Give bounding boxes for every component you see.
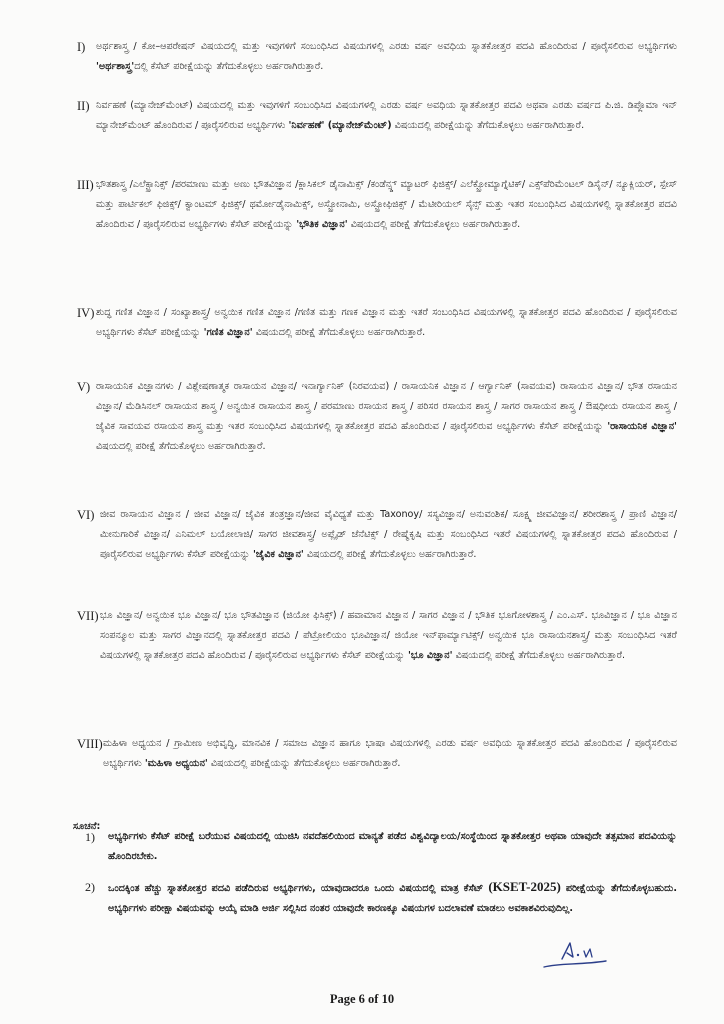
eligibility-item-6 — [77, 505, 677, 565]
item-text: ರಾಸಾಯನಿಕ ವಿಜ್ಞಾನಗಳು / ವಿಶ್ಲೇಷಣಾತ್ಮಕ ರಾಸಾಯನ ವಿಜ್ಞಾನ/ ಇನಾರ್ಗ್ಯಾನಿಕ್ (ನಿರವಯವ) / ರಾಸಾಯನಿಕ ವಿಜ್ಞಾನ / ಆರ್ಗ್ಯಾನಿಕ್ (ಸಾವಯವ) ರಾಸಾಯನ ವಿಜ್ಞಾನ/ ಭೌತ ರಸಾಯನ ವಿಜ್ಞಾನ/ ಮೆಡಿಸಿನಲ್ ರಾಸಾಯನ ಶಾಸ್ತ್ರ / ಅನ್ವಯಿಕ ರಾಸಾಯನ ಶಾಸ್ತ್ರ / ಪರಮಾಣು ರಸಾಯನ ಶಾಸ್ತ್ರ / ಪರಿಸರ ರಸಾಯನ ಶಾಸ್ತ್ರ / ಸಾಗರ ರಾಸಾಯನ ಶಾಸ್ತ್ರ / ಔಷಧೀಯ ರಸಾಯನ ಶಾಸ್ತ್ರ / ಜೈವಿಕ ಸಾವಯವ ರಸಾಯನ ಶಾಸ್ತ್ರ ಮತ್ತು ಇತರ ಸಂಬಂಧಿಸಿದ ವಿಷಯಗಳಲ್ಲಿ ಸ್ನಾತಕೋತ್ತರ ಪದವಿ ಹೊಂದಿರುವ / ಪೂರೈಸಲಿರುವ ಅಭ್ಯರ್ಥಿಗಳು ಕೆಸೆಟ್ ಪರೀಕ್ಷೆಯನ್ನು 'ರಾಸಾಯನಿಕ ವಿಜ್ಞಾನ' ವಿಷಯದಲ್ಲಿ ಪರೀಕ್ಷೆ ತೆಗೆದುಕೊಳ್ಳಲು ಅರ್ಹರಾಗಿರುತ್ತಾರೆ. — [96, 381, 677, 452]
subject-name: 'ಭೌತಿಕ ವಿಜ್ಞಾನ' — [296, 219, 348, 230]
item-numeral: IV) — [77, 306, 95, 320]
item-text: ಜೀವ ರಾಸಾಯನ ವಿಜ್ಞಾನ / ಜೀವ ವಿಜ್ಞಾನ/ ಜೈವಿಕ ತಂತ್ರಜ್ಞಾನ/ಜೀವ ವೈವಿಧ್ಯತೆ ಮತ್ತು Taxonoy/ ಸಸ್ಯವಿಜ್ಞಾನ/ ಅನುವಂಶಿಕ/ ಸೂಕ್ಷ್ಮ ಜೀವವಿಜ್ಞಾನ/ ಶರೀರಶಾಸ್ತ್ರ / ಪ್ರಾಣಿ ವಿಜ್ಞಾನ/ ಮೀನುಗಾರಿಕೆ ವಿಜ್ಞಾನ/ ಎನಿಮಲ್ ಬಯೋಲಾಜಿ/ ಸಾಗರ ಜೀವಶಾಸ್ತ್ರ/ ಅಪ್ಲೈಡ್ ಜೆನೆಟಿಕ್ಸ್ / ರೇಷ್ಮೆಕೃಷಿ ಮತ್ತು ಸಂಬಂಧಿಸಿದ ಇತರೆ ವಿಷಯಗಳಲ್ಲಿ ಸ್ನಾತಕೋತ್ತರ ಪದವಿ ಹೊಂದಿರುವ / ಪೂರೈಸಲಿರುವ ಅಭ್ಯರ್ಥಿಗಳು ಕೆಸೆಟ್ ಪರೀಕ್ಷೆಯನ್ನು 'ಜೈವಿಕ ವಿಜ್ಞಾನ' ವಿಷಯದಲ್ಲಿ ಪರೀಕ್ಷೆ ತೆಗೆದುಕೊಳ್ಳಲು ಅರ್ಹರಾಗಿರುತ್ತಾರೆ. — [100, 509, 677, 560]
subject-name: 'ಜೈವಿಕ ವಿಜ್ಞಾನ' — [253, 549, 304, 560]
eligibility-item-8 — [77, 734, 677, 774]
eligibility-item-7 — [77, 606, 677, 666]
item-text: ಭೂ ವಿಜ್ಞಾನ/ ಅನ್ವಯಿಕ ಭೂ ವಿಜ್ಞಾನ/ ಭೂ ಭೌತವಿಜ್ಞಾನ (ಜಿಯೋ ಫಿಸಿಕ್ಸ್) / ಹವಾಮಾನ ವಿಜ್ಞಾನ / ಸಾಗರ ವಿಜ್ಞಾನ / ಭೌತಿಕ ಭೂಗೋಳಶಾಸ್ತ್ರ / ಎಂ.ಎಸ್. ಭೂವಿಜ್ಞಾನ / ಭೂ ವಿಜ್ಞಾನ ಸಂಪನ್ಮೂಲ ಮತ್ತು ಸಾಗರ ವಿಜ್ಞಾನದಲ್ಲಿ ಸ್ನಾತಕೋತ್ತರ ಪದವಿ / ಪೆಟ್ರೋಲಿಯಂ ಭೂವಿಜ್ಞಾನ/ ಜಿಯೋ ಇನ್‌ಫಾರ್ಮ್ಯಾಟಿಕ್ಸ್/ ಅನ್ವಯಿಕ ಭೂ ರಾಸಾಯನಶಾಸ್ತ್ರ/ ಮತ್ತು ಸಂಬಂಧಿಸಿದ ಇತರೆ ವಿಷಯಗಳಲ್ಲಿ ಸ್ನಾತಕೋತ್ತರ ಪದವಿ ಹೊಂದಿರುವ / ಪೂರೈಸಲಿರುವ ಅಭ್ಯರ್ಥಿಗಳು ಕೆಸೆಟ್ ಪರೀಕ್ಷೆಯನ್ನು 'ಭೂ ವಿಜ್ಞಾನ' ವಿಷಯದಲ್ಲಿ ಪರೀಕ್ಷೆ ತೆಗೆದುಕೊಳ್ಳಲು ಅರ್ಹರಾಗಿರುತ್ತಾರೆ. — [100, 610, 677, 661]
subject-name: 'ನಿರ್ವಹಣೆ' (ಮ್ಯಾನೇಜ್‌ಮೆಂಟ್) — [288, 120, 392, 131]
item-numeral: VIII) — [77, 737, 103, 751]
item-numeral: I) — [77, 40, 86, 54]
item-numeral: VII) — [77, 609, 99, 623]
eligibility-item-1 — [77, 37, 677, 77]
eligibility-item-2 — [77, 96, 677, 136]
item-numeral: III) — [77, 178, 94, 192]
item-numeral: VI) — [77, 508, 95, 522]
item-text: ಶುದ್ಧ ಗಣಿತ ವಿಜ್ಞಾನ / ಸಂಖ್ಯಾಶಾಸ್ತ್ರ/ ಅನ್ವಯಿಕ ಗಣಿತ ವಿಜ್ಞಾನ /ಗಣಿತ ಮತ್ತು ಗಣಕ ವಿಜ್ಞಾನ ಮತ್ತು ಇತರೆ ಸಂಬಂಧಿಸಿದ ವಿಷಯಗಳಲ್ಲಿ ಸ್ನಾತಕೋತ್ತರ ಪದವಿ ಹೊಂದಿರುವ / ಪೂರೈಸಲಿರುವ ಅಭ್ಯರ್ಥಿಗಳು ಕೆಸೆಟ್ ಪರೀಕ್ಷೆಯನ್ನು 'ಗಣಿತ ವಿಜ್ಞಾನ' ವಿಷಯದಲ್ಲಿ ಪರೀಕ್ಷೆ ತೆಗೆದುಕೊಳ್ಳಲು ಅರ್ಹರಾಗಿರುತ್ತಾರೆ. — [96, 307, 677, 338]
eligibility-item-4 — [77, 303, 677, 343]
eligibility-item-5 — [77, 377, 677, 457]
subject-name: 'ರಾಸಾಯನಿಕ ವಿಜ್ಞಾನ' — [607, 421, 677, 432]
notes-heading: ಸೂಚನೆ: — [73, 821, 101, 832]
item-text: ಅರ್ಥಶಾಸ್ತ್ರ / ಕೋ–ಆಪರೇಷನ್ ವಿಷಯದಲ್ಲಿ ಮತ್ತು ಇವುಗಳಿಗೆ ಸಂಬಂಧಿಸಿದ ವಿಷಯಗಳಲ್ಲಿ ಎರಡು ವರ್ಷ ಅವಧಿಯ ಸ್ನಾತಕೋತ್ತರ ಪದವಿ ಹೊಂದಿರುವ / ಪೂರೈಸಲಿರುವ ಅಭ್ಯರ್ಥಿಗಳು 'ಅರ್ಥಶಾಸ್ತ್ರ'ದಲ್ಲಿ ಕೆಸೆಟ್ ಪರೀಕ್ಷೆಯನ್ನು ತೆಗೆದುಕೊಳ್ಳಲು ಅರ್ಹರಾಗಿರುತ್ತಾರೆ. — [96, 41, 677, 72]
signature-stroke — [562, 943, 573, 959]
note-2 — [85, 877, 677, 919]
note-numeral: 1) — [85, 830, 95, 844]
item-numeral: II) — [77, 99, 90, 113]
item-text: ಮಹಿಳಾ ಅಧ್ಯಯನ / ಗ್ರಾಮೀಣ ಅಭಿವೃದ್ಧಿ, ಮಾನವಿಕ / ಸಮಾಜ ವಿಜ್ಞಾನ ಹಾಗೂ ಭಾಷಾ ವಿಷಯಗಳಲ್ಲಿ ಎರಡು ವರ್ಷ ಅವಧಿಯ ಸ್ನಾತಕೋತ್ತರ ಪದವಿ ಹೊಂದಿರುವ / ಪೂರೈಸಲಿರುವ ಅಭ್ಯರ್ಥಿಗಳು 'ಮಹಿಳಾ ಅಧ್ಯಯನ' ವಿಷಯದಲ್ಲಿ ಪರೀಕ್ಷೆಯನ್ನು ತೆಗೆದುಕೊಳ್ಳಲು ಅರ್ಹರಾಗಿರುತ್ತಾರೆ. — [103, 738, 677, 769]
item-text: ನಿರ್ವಹಣೆ (ಮ್ಯಾನೇಜ್‌ಮೆಂಟ್) ವಿಷಯದಲ್ಲಿ ಮತ್ತು ಇವುಗಳಿಗೆ ಸಂಬಂಧಿಸಿದ ವಿಷಯಗಳಲ್ಲಿ ಎರಡು ವರ್ಷ ಅವಧಿಯ ಸ್ನಾತಕೋತ್ತರ ಪದವಿ ಅಥವಾ ಎರಡು ವರ್ಷದ ಪಿ.ಜಿ. ಡಿಪ್ಲೊಮಾ ಇನ್ ಮ್ಯಾನೇಜ್‌ಮೆಂಟ್ ಹೊಂದಿರುವ / ಪೂರೈಸಲಿರುವ ಅಭ್ಯರ್ಥಿಗಳು 'ನಿರ್ವಹಣೆ' (ಮ್ಯಾನೇಜ್‌ಮೆಂಟ್) ವಿಷಯದಲ್ಲಿ ಪರೀಕ್ಷೆಯನ್ನು ತೆಗೆದುಕೊಳ್ಳಲು ಅರ್ಹರಾಗಿರುತ್ತಾರೆ. — [96, 100, 677, 131]
eligibility-item-3 — [77, 175, 677, 235]
note-text: ಒಂದಕ್ಕಿಂತ ಹೆಚ್ಚು ಸ್ನಾತಕೋತ್ತರ ಪದವಿ ಪಡೆದಿರುವ ಅಭ್ಯರ್ಥಿಗಳು, ಯಾವುದಾದರೂ ಒಂದು ವಿಷಯದಲ್ಲಿ ಮಾತ್ರ ಕೆಸೆಟ್ (KSET-2025) ಪರೀಕ್ಷೆಯನ್ನು ತೆಗೆದುಕೊಳ್ಳಬಹುದು. ಅಭ್ಯರ್ಥಿಗಳು ಪರೀಕ್ಷಾ ವಿಷಯವನ್ನು ಆಯ್ಕೆ ಮಾಡಿ ಅರ್ಜಿ ಸಲ್ಲಿಸಿದ ನಂತರ ಯಾವುದೇ ಕಾರಣಕ್ಕೂ ವಿಷಯಗಳ ಬದಲಾವಣೆ ಮಾಡಲು ಅವಕಾಶವಿರುವುದಿಲ್ಲ. — [108, 879, 677, 914]
signature-mark — [540, 937, 610, 971]
page-number: Page 6 of 10 — [329, 992, 395, 1006]
exam-code: (KSET-2025) — [488, 879, 561, 894]
signature-stroke — [584, 949, 592, 957]
item-numeral: V) — [77, 380, 91, 394]
note-1 — [85, 827, 677, 867]
subject-name: 'ಅರ್ಥಶಾಸ್ತ್ರ' — [96, 61, 135, 72]
note-numeral: 2) — [85, 880, 95, 894]
item-text: ಭೌತಶಾಸ್ತ್ರ /ಎಲೆಕ್ಟ್ರಾನಿಕ್ಸ್ /ಪರಮಾಣು ಮತ್ತು ಅಣು ಭೌತವಿಜ್ಞಾನ /ಕ್ಲಾಸಿಕಲ್ ಡೈನಾಮಿಕ್ಸ್ /ಕಂಡೆನ್ಸ್ಡ್ ಮ್ಯಾಟರ್ ಫಿಜಿಕ್ಸ್/ ಎಲೆಕ್ಟ್ರೋಮ್ಯಾಗ್ನೆಟಿಕ್/ ಎಕ್ಸ್‌ಪೆರಿಮೆಂಟಲ್ ಡಿಸೈನ್/ ನ್ಯೂಕ್ಲಿಯರ್, ಸ್ಪೇಸ್ ಮತ್ತು ಪಾರ್ಟಿಕಲ್ ಫಿಜಿಕ್ಸ್/ ಕ್ವಾಂಟಮ್ ಫಿಜಿಕ್ಸ್/ ಥರ್ಮೋಡೈನಾಮಿಕ್ಸ್, ಅಸ್ಟ್ರೋನಾಮಿ, ಅಸ್ಟ್ರೋಫಿಜಿಕ್ಸ್ / ಮೆಟೀರಿಯಲ್ ಸೈನ್ಸ್ ಮತ್ತು ಇತರ ಸಂಬಂಧಿಸಿದ ವಿಷಯಗಳಲ್ಲಿ ಸ್ನಾತಕೋತ್ತರ ಪದವಿ ಹೊಂದಿರುವ / ಪೂರೈಸಲಿರುವ ಅಭ್ಯರ್ಥಿಗಳು ಕೆಸೆಟ್ ಪರೀಕ್ಷೆಯನ್ನು 'ಭೌತಿಕ ವಿಜ್ಞಾನ' ವಿಷಯದಲ್ಲಿ ಪರೀಕ್ಷೆ ತೆಗೆದುಕೊಳ್ಳಲು ಅರ್ಹರಾಗಿರುತ್ತಾರೆ. — [96, 179, 677, 230]
signature-dot — [577, 954, 579, 956]
subject-name: 'ಭೂ ವಿಜ್ಞಾನ' — [407, 650, 453, 661]
subject-name: 'ಗಣಿತ ವಿಜ್ಞಾನ' — [203, 327, 253, 338]
subject-name: 'ಮಹಿಳಾ ಅಧ್ಯಯನ' — [144, 758, 208, 769]
note-text: ಅಭ್ಯರ್ಥಿಗಳು ಕೆಸೆಟ್ ಪರೀಕ್ಷೆ ಬರೆಯುವ ವಿಷಯದಲ್ಲಿ ಯುಜಿಸಿ ನವದೆಹಲಿಯಿಂದ ಮಾನ್ಯತೆ ಪಡೆದ ವಿಶ್ವವಿದ್ಯಾಲಯ/ಸಂಸ್ಥೆಯಿಂದ ಸ್ನಾತಕೋತ್ತರ ಅಥವಾ ಯಾವುದೇ ತತ್ಸಮಾನ ಪದವಿಯನ್ನು ಹೊಂದಿರಬೇಕು. — [108, 831, 677, 862]
signature-stroke — [544, 961, 606, 967]
